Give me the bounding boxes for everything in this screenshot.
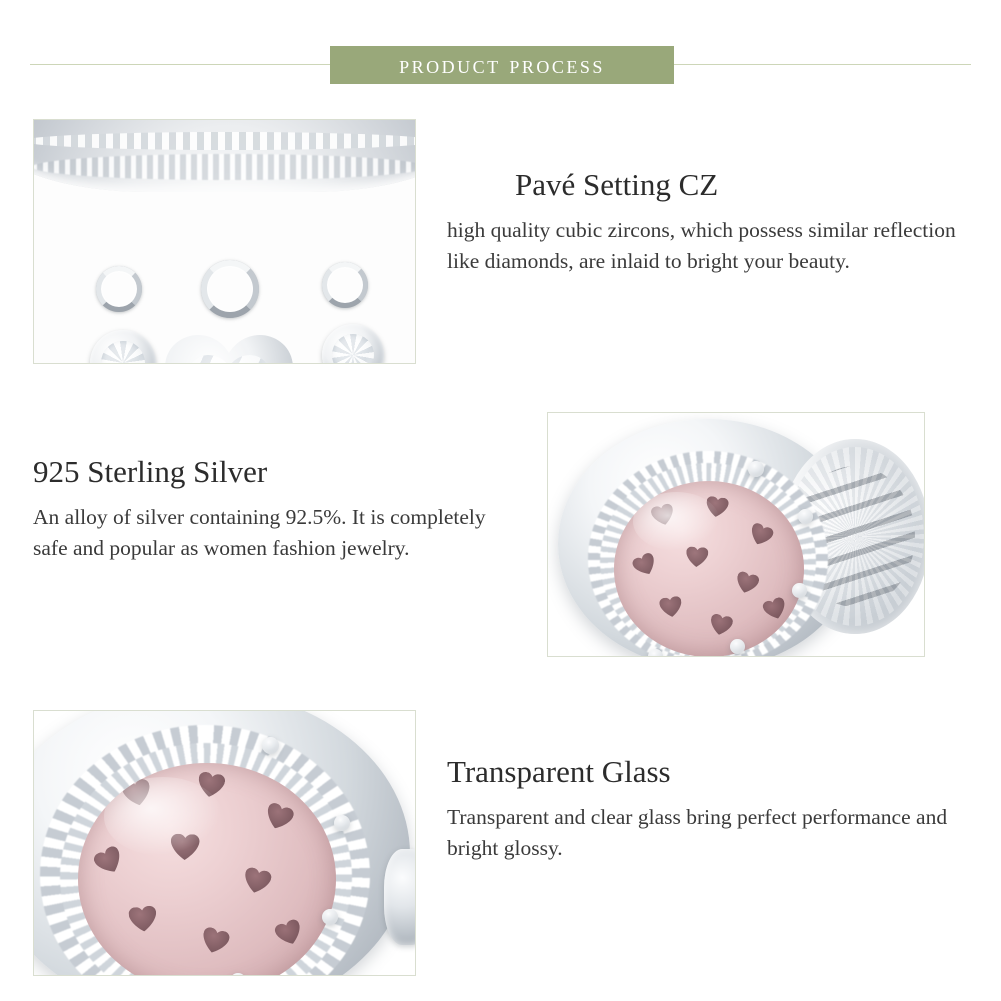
heart-facet — [262, 801, 295, 833]
jump-ring-center — [201, 260, 259, 318]
heart-facet — [196, 771, 226, 799]
round-cz-charm-left — [90, 330, 156, 364]
body-transparent-glass: Transparent and clear glass bring perfect performance and bright glossy. — [447, 805, 948, 860]
heart-facet — [650, 503, 676, 528]
text-block-sterling-silver — [33, 455, 513, 563]
heart-facet — [631, 551, 660, 579]
pink-glass-bead-side-view-photo — [548, 413, 924, 656]
heart-facet — [705, 496, 730, 519]
heart-facet — [128, 905, 158, 933]
silver-accent-bead — [730, 639, 745, 654]
cz-stone-right — [332, 334, 374, 364]
heart-facet — [170, 834, 199, 861]
section-header — [0, 46, 1001, 84]
heart-bezel-metal — [165, 335, 293, 364]
bead-top-bar — [33, 119, 416, 192]
silver-accent-bead — [648, 649, 663, 657]
pink-glass-bead-closeup-photo — [34, 711, 415, 975]
heart-facet — [199, 926, 231, 956]
body-sterling-silver: An alloy of silver containing 92.5%. It is completely safe and popular as women fashion jewelry. — [33, 505, 486, 560]
heading-transparent-glass: Transparent Glass — [447, 754, 671, 789]
silver-accent-bead — [322, 909, 338, 925]
text-block-pave-setting-cz — [447, 168, 967, 276]
jump-ring-right — [322, 262, 368, 308]
heart-facet — [241, 866, 272, 896]
text-block-transparent-glass — [447, 755, 957, 863]
heart-facet — [92, 844, 127, 878]
heading-sterling-silver: 925 Sterling Silver — [33, 454, 268, 489]
round-cz-charm-right — [322, 324, 384, 364]
silver-accent-bead — [334, 815, 350, 831]
cz-stone-left — [101, 341, 146, 364]
image-frame-sterling-silver — [547, 412, 925, 657]
image-frame-transparent-glass — [33, 710, 416, 976]
silver-accent-bead — [262, 737, 279, 754]
image-frame-pave-setting-cz — [33, 119, 416, 364]
page-title: product process — [399, 51, 605, 79]
heart-facet — [761, 596, 788, 622]
jump-ring-left — [96, 266, 142, 312]
header-title-box — [330, 46, 674, 84]
silver-accent-bead — [792, 583, 807, 598]
silver-accent-bead — [748, 461, 764, 477]
heart-facet — [685, 546, 708, 567]
bead-core-opening — [384, 849, 416, 945]
body-pave-setting-cz: high quality cubic zircons, which possess similar reflection like diamonds, are inlaid to bright your beauty. — [447, 218, 956, 273]
heart-facet — [659, 596, 684, 619]
heart-facet — [734, 570, 761, 595]
heart-facet — [708, 613, 734, 637]
heart-facet — [747, 522, 775, 549]
silver-accent-bead — [798, 509, 813, 524]
charm-dangles-with-cz-stones-photo — [34, 120, 415, 363]
cz-pave-row — [33, 132, 416, 150]
heart-cz-charm-center — [165, 335, 293, 364]
heart-facet — [273, 918, 305, 948]
pink-transparent-glass — [614, 481, 804, 657]
heading-pave-setting-cz: Pavé Setting CZ — [515, 167, 719, 202]
